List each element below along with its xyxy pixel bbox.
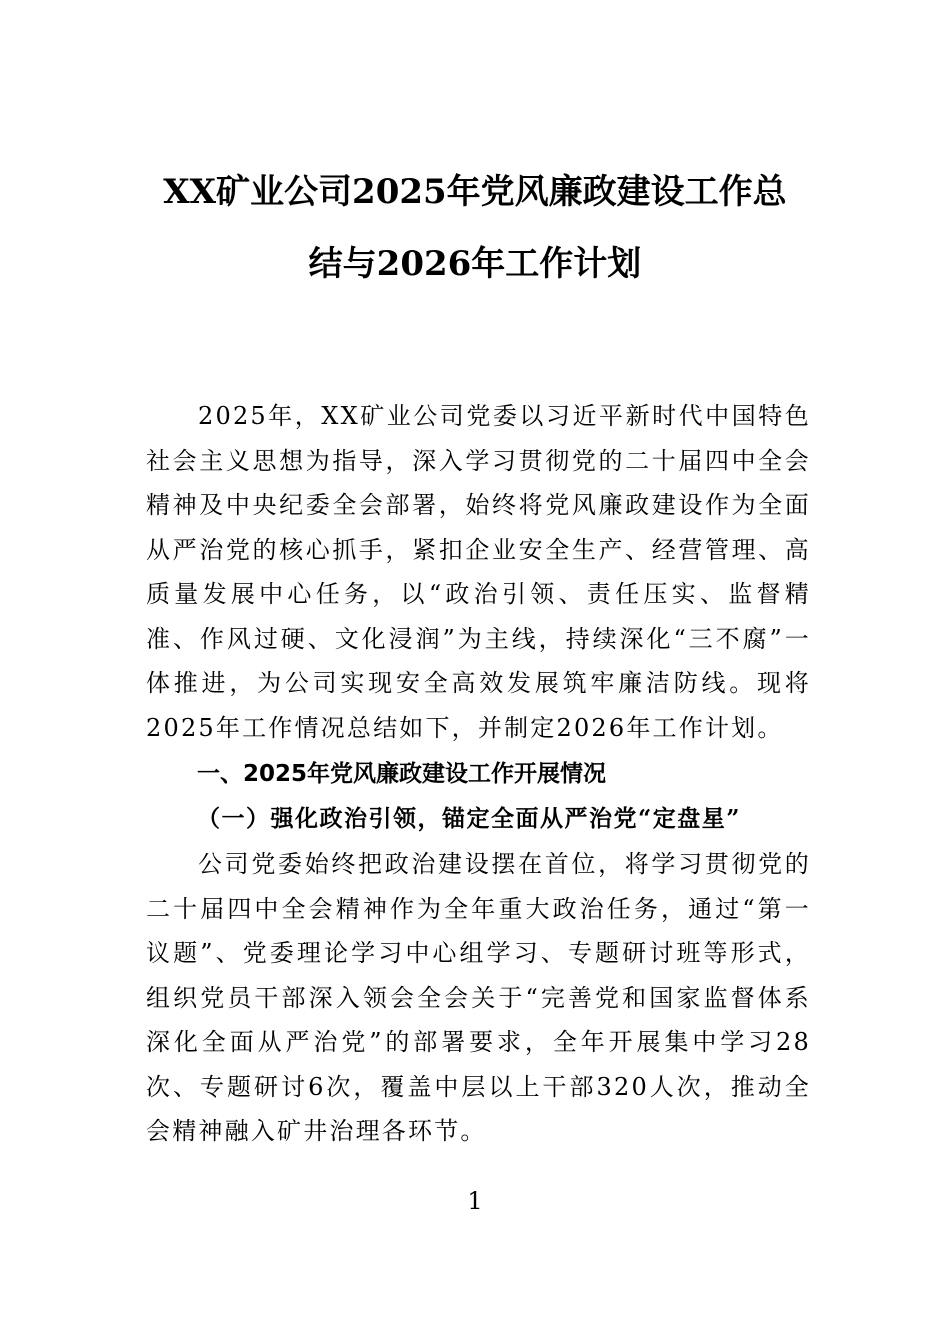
section-1-heading: 一、2025年党风廉政建设工作开展情况 — [197, 761, 607, 787]
document-title-line-1: XX矿业公司2025年党风廉政建设工作总 — [163, 172, 787, 212]
document-title-line-2: 结与2026年工作计划 — [308, 244, 642, 284]
intro-paragraph: 2025年，XX矿业公司党委以习近平新时代中国特色社会主义思想为指导，深入学习贯彻党的二十届四中全会精神及中央纪委全会部署，始终将党风廉政建设作为全面从严治党的核心抓手，紧扣企业安全生产、经营管理、高质量发展中心任务，以“政治引领、责任压实、监督精准、作风过硬、文化浸润”为主线，持续深化“三不腐”一体推进，为公司实现安全高效发展筑牢廉洁防线。现将2025年工作情况总结如下，并制定2026年工作计划。 — [146, 402, 811, 742]
page-number: 1 — [467, 1187, 483, 1215]
subsection-1-heading: （一）强化政治引领，锚定全面从严治党“定盘星” — [197, 805, 741, 832]
subsection-1-paragraph: 公司党委始终把政治建设摆在首位，将学习贯彻党的二十届四中全会精神作为全年重大政治任务，通过“第一议题”、党委理论学习中心组学习、专题研讨班等形式，组织党员干部深入领会全会关于“完善党和国家监督体系深化全面从严治党”的部署要求，全年开展集中学习28次、专题研讨6次，覆盖中层以上干部320人次，推动全会精神融入矿井治理各环节。 — [146, 850, 811, 1145]
